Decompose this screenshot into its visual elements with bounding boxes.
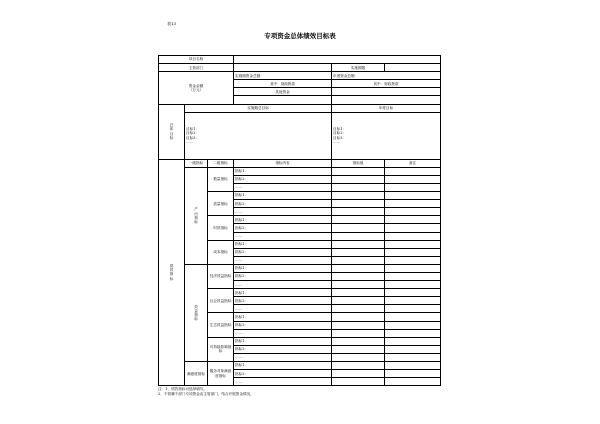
notes — [158, 387, 254, 397]
indicator-remark — [385, 337, 441, 345]
indicator-value — [332, 289, 385, 297]
indicator-remark — [385, 167, 441, 175]
indicator-value — [332, 378, 385, 386]
indicator-remark — [385, 192, 441, 200]
col-remark: 备注 — [385, 159, 441, 167]
indicator-value — [332, 216, 385, 224]
level2-indicator: 质量指标 — [208, 192, 234, 216]
goals-annual-list: 目标1： 目标2： 目标3： …… — [332, 112, 441, 159]
indicator-content: 指标2： — [234, 272, 332, 280]
indicator-remark — [385, 208, 441, 216]
indicator-value — [332, 240, 385, 248]
indicator-remark — [385, 216, 441, 224]
indicator-content: …… — [234, 232, 332, 240]
indicator-content: 指标1： — [234, 289, 332, 297]
funds-blank — [332, 88, 441, 96]
indicator-content: 指标2： — [234, 321, 332, 329]
funds-fiscal-label: 其中：财政拨款 — [234, 80, 332, 88]
funds-total-label: 实施期资金总额： — [234, 72, 332, 80]
indicator-remark — [385, 240, 441, 248]
table-row — [159, 362, 441, 370]
indicator-value — [332, 345, 385, 353]
indicator-value — [332, 224, 385, 232]
indicator-content: 指标2： — [234, 297, 332, 305]
indicator-remark — [385, 345, 441, 353]
indicator-value — [332, 175, 385, 183]
table-row — [159, 56, 441, 64]
indicator-value — [332, 362, 385, 370]
indicator-content: …… — [234, 256, 332, 264]
indicator-remark — [385, 289, 441, 297]
indicator-content: …… — [234, 183, 332, 191]
indicator-value — [332, 248, 385, 256]
indicator-remark — [385, 200, 441, 208]
indicator-value — [332, 264, 385, 272]
value-project-name — [234, 56, 441, 64]
indicator-remark — [385, 313, 441, 321]
indicator-remark — [385, 370, 441, 378]
indicator-content: 指标1： — [234, 362, 332, 370]
indicator-remark — [385, 264, 441, 272]
indicator-value — [332, 305, 385, 313]
goals-impl-list: 目标1： 目标2： 目标3： …… — [185, 112, 332, 159]
note-line: 注：1、绩效指标可选择填写。 — [158, 387, 208, 391]
indicator-value — [332, 337, 385, 345]
indicator-value — [332, 329, 385, 337]
indicator-remark — [385, 232, 441, 240]
indicator-remark — [385, 256, 441, 264]
indicator-remark — [385, 272, 441, 280]
level2-indicator: 生态效益指标 — [208, 313, 234, 337]
indicator-content: 指标2： — [234, 370, 332, 378]
indicator-content: 指标2： — [234, 224, 332, 232]
label-funds: 资金金额 （万元） — [159, 72, 234, 104]
table-row — [159, 167, 441, 175]
indicator-value — [332, 313, 385, 321]
funds-blank — [332, 96, 441, 104]
indicator-content: 指标1： — [234, 167, 332, 175]
indicator-remark — [385, 248, 441, 256]
level2-indicator: 服务对象满意度指标 — [208, 362, 234, 386]
col-value: 指标值 — [332, 159, 385, 167]
indicator-remark — [385, 281, 441, 289]
value-dept — [234, 64, 332, 72]
indicator-remark — [385, 183, 441, 191]
indicator-content: 指标2： — [234, 345, 332, 353]
indicator-value — [332, 281, 385, 289]
label-project-name: 项目名称 — [159, 56, 234, 64]
level1-indicator: 产 出 指 标 — [185, 167, 208, 264]
indicator-content: 指标1： — [234, 240, 332, 248]
indicator-content: 指标2： — [234, 248, 332, 256]
indicator-value — [332, 297, 385, 305]
indicator-value — [332, 208, 385, 216]
level2-indicator: 数量指标 — [208, 167, 234, 191]
table-row — [159, 264, 441, 272]
indicator-value — [332, 370, 385, 378]
table-row — [159, 104, 441, 112]
indicator-remark — [385, 305, 441, 313]
indicator-content: …… — [234, 353, 332, 361]
indicator-value — [332, 272, 385, 280]
level2-indicator: 经济效益指标 — [208, 264, 234, 288]
col-level2: 二级指标 — [208, 159, 234, 167]
indicator-value — [332, 232, 385, 240]
note-line: 2、不管哪个部门专项资金由主管部门，结合开展资金情况。 — [158, 392, 254, 397]
label-period: 实施期限 — [332, 64, 385, 72]
funds-annual-total-label: 年度资金总额： — [332, 72, 441, 80]
indicator-content: 指标1： — [234, 192, 332, 200]
indicator-content: …… — [234, 281, 332, 289]
goals-annual-header: 年度目标 — [332, 104, 441, 112]
indicator-content: 指标1： — [234, 337, 332, 345]
indicator-content: …… — [234, 305, 332, 313]
indicator-content: …… — [234, 378, 332, 386]
indicator-value — [332, 200, 385, 208]
indicator-value — [332, 321, 385, 329]
col-level1: 一级指标 — [185, 159, 208, 167]
table-row — [159, 112, 441, 159]
label-indicators: 绩 效 指 标 — [159, 159, 185, 386]
indicator-value — [332, 353, 385, 361]
table-row — [159, 72, 441, 80]
goals-impl-header: 实施期总目标 — [185, 104, 332, 112]
indicator-remark — [385, 297, 441, 305]
indicator-remark — [385, 321, 441, 329]
indicator-content: 指标1： — [234, 264, 332, 272]
indicator-value — [332, 183, 385, 191]
performance-table — [158, 55, 441, 386]
level2-indicator: 时效指标 — [208, 216, 234, 240]
indicator-value — [332, 167, 385, 175]
form-reference: 表13 — [167, 21, 177, 26]
table-row — [159, 64, 441, 72]
indicator-remark — [385, 378, 441, 386]
indicator-content: 指标1： — [234, 313, 332, 321]
indicator-remark — [385, 362, 441, 370]
indicator-content: …… — [234, 329, 332, 337]
indicator-remark — [385, 175, 441, 183]
funds-other-label: 其他资金 — [234, 88, 332, 96]
level2-indicator: 可持续影响指标 — [208, 337, 234, 361]
indicator-content: 指标2： — [234, 175, 332, 183]
level1-indicator: 满意度指标 — [185, 362, 208, 386]
value-period — [385, 64, 441, 72]
label-dept: 主管部门 — [159, 64, 234, 72]
table-row — [159, 159, 441, 167]
label-overall-goal: 总 体 目 标 — [159, 104, 185, 159]
indicator-content: 指标1： — [234, 216, 332, 224]
indicator-remark — [385, 329, 441, 337]
indicator-content: 指标2： — [234, 200, 332, 208]
level2-indicator: 成本指标 — [208, 240, 234, 264]
level2-indicator: 社会效益指标 — [208, 289, 234, 313]
page-title: 专项资金总体绩效目标表 — [264, 32, 336, 40]
indicator-remark — [385, 224, 441, 232]
indicator-value — [332, 256, 385, 264]
indicator-content: …… — [234, 208, 332, 216]
col-content: 指标内容 — [234, 159, 332, 167]
level1-indicator: 效 益 指 标 — [185, 264, 208, 361]
indicator-value — [332, 192, 385, 200]
funds-annual-fiscal-label: 其中：财政拨款 — [332, 80, 441, 88]
indicator-remark — [385, 353, 441, 361]
indicator-section — [159, 159, 441, 386]
funds-blank — [234, 96, 332, 104]
